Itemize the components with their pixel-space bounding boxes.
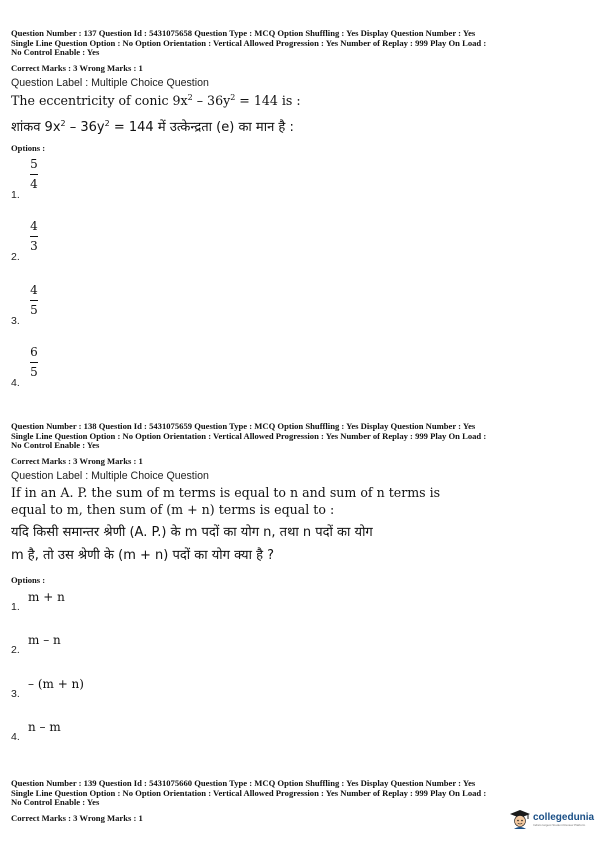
fraction-bar — [30, 174, 38, 175]
meta-line: No Control Enable : Yes — [11, 440, 100, 451]
option-1-number: 1. — [11, 189, 20, 201]
option-2-fraction[interactable]: 4 3 — [30, 219, 38, 253]
option-2-number: 2. — [11, 251, 20, 263]
option-4-fraction[interactable]: 6 5 — [30, 345, 38, 379]
meta-line: No Control Enable : Yes — [11, 797, 100, 808]
question-137-hindi-text: शांकव $9x^2 - 36y^2 = 144$ में उत्केन्द्रता (e) का मान है : — [11, 119, 294, 135]
fraction-bar — [30, 362, 38, 363]
meta-line: Question Number : 137 Question Id : 5431075658 Question Type : MCQ Option Shuffling : Yes Display Question Number : Yes — [11, 28, 476, 38]
question-137-meta — [11, 29, 585, 58]
option-4-number: 4. — [11, 731, 20, 743]
option-2-number: 2. — [11, 644, 20, 656]
meta-line: Question Number : 139 Question Id : 5431075660 Question Type : MCQ Option Shuffling : Yes Display Question Number : Yes — [11, 778, 476, 788]
question-138-hindi-text: यदि किसी समान्तर श्रेणी (A. P.) के m पदों का योग n, तथा n पदों का योग m है, तो उस श्रेणी के (m + n) पदों का योग क्या है ? — [11, 525, 373, 563]
option-3-text[interactable]: – (m + n) — [28, 677, 84, 691]
question-137-english-text: The eccentricity of conic $9x^2 - 36y^2 = 144$ is : — [11, 93, 301, 108]
question-137-label: Question Label : Multiple Choice Question — [11, 77, 209, 89]
question-139-meta — [11, 779, 585, 808]
option-3-number: 3. — [11, 688, 20, 700]
question-138-label: Question Label : Multiple Choice Question — [11, 470, 209, 482]
question-137-options-heading: Options : — [11, 143, 46, 153]
option-3-number: 3. — [11, 315, 20, 327]
question-138-options-heading: Options : — [11, 575, 46, 585]
fraction-bar — [30, 300, 38, 301]
option-1-number: 1. — [11, 601, 20, 613]
meta-line: Question Number : 138 Question Id : 5431075659 Question Type : MCQ Option Shuffling : Yes Display Question Number : Yes — [11, 421, 476, 431]
meta-line: Single Line Question Option : No Option Orientation : Vertical Allowed Progression : Yes Number of Replay : 999 Play On Load : — [11, 430, 487, 441]
option-2-text[interactable]: m – n — [28, 633, 61, 647]
fraction-bar — [30, 236, 38, 237]
question-137-marks: Correct Marks : 3 Wrong Marks : 1 — [11, 63, 143, 73]
meta-line: No Control Enable : Yes — [11, 47, 100, 58]
brand-tagline: India's largest Student Review Platform — [533, 822, 586, 827]
question-138-marks: Correct Marks : 3 Wrong Marks : 1 — [11, 456, 143, 466]
option-1-fraction[interactable]: 5 4 — [30, 157, 38, 191]
option-1-text[interactable]: m + n — [28, 590, 65, 604]
question-138-english-text: If in an A. P. the sum of m terms is equal to n and sum of n terms is equal to m, then sum of (m + n) terms is equal to : — [11, 485, 441, 517]
collegedunia-logo — [509, 808, 594, 830]
option-4-number: 4. — [11, 377, 20, 389]
option-4-text[interactable]: n – m — [28, 720, 61, 734]
graduate-mascot-icon — [509, 808, 531, 830]
meta-line: Single Line Question Option : No Option Orientation : Vertical Allowed Progression : Yes Number of Replay : 999 Play On Load : — [11, 37, 487, 48]
brand-name: collegedunia — [533, 811, 595, 823]
option-3-fraction[interactable]: 4 5 — [30, 283, 38, 317]
meta-line: Single Line Question Option : No Option Orientation : Vertical Allowed Progression : Yes Number of Replay : 999 Play On Load : — [11, 787, 487, 798]
question-138-meta — [11, 422, 585, 451]
question-139-marks: Correct Marks : 3 Wrong Marks : 1 — [11, 813, 143, 823]
